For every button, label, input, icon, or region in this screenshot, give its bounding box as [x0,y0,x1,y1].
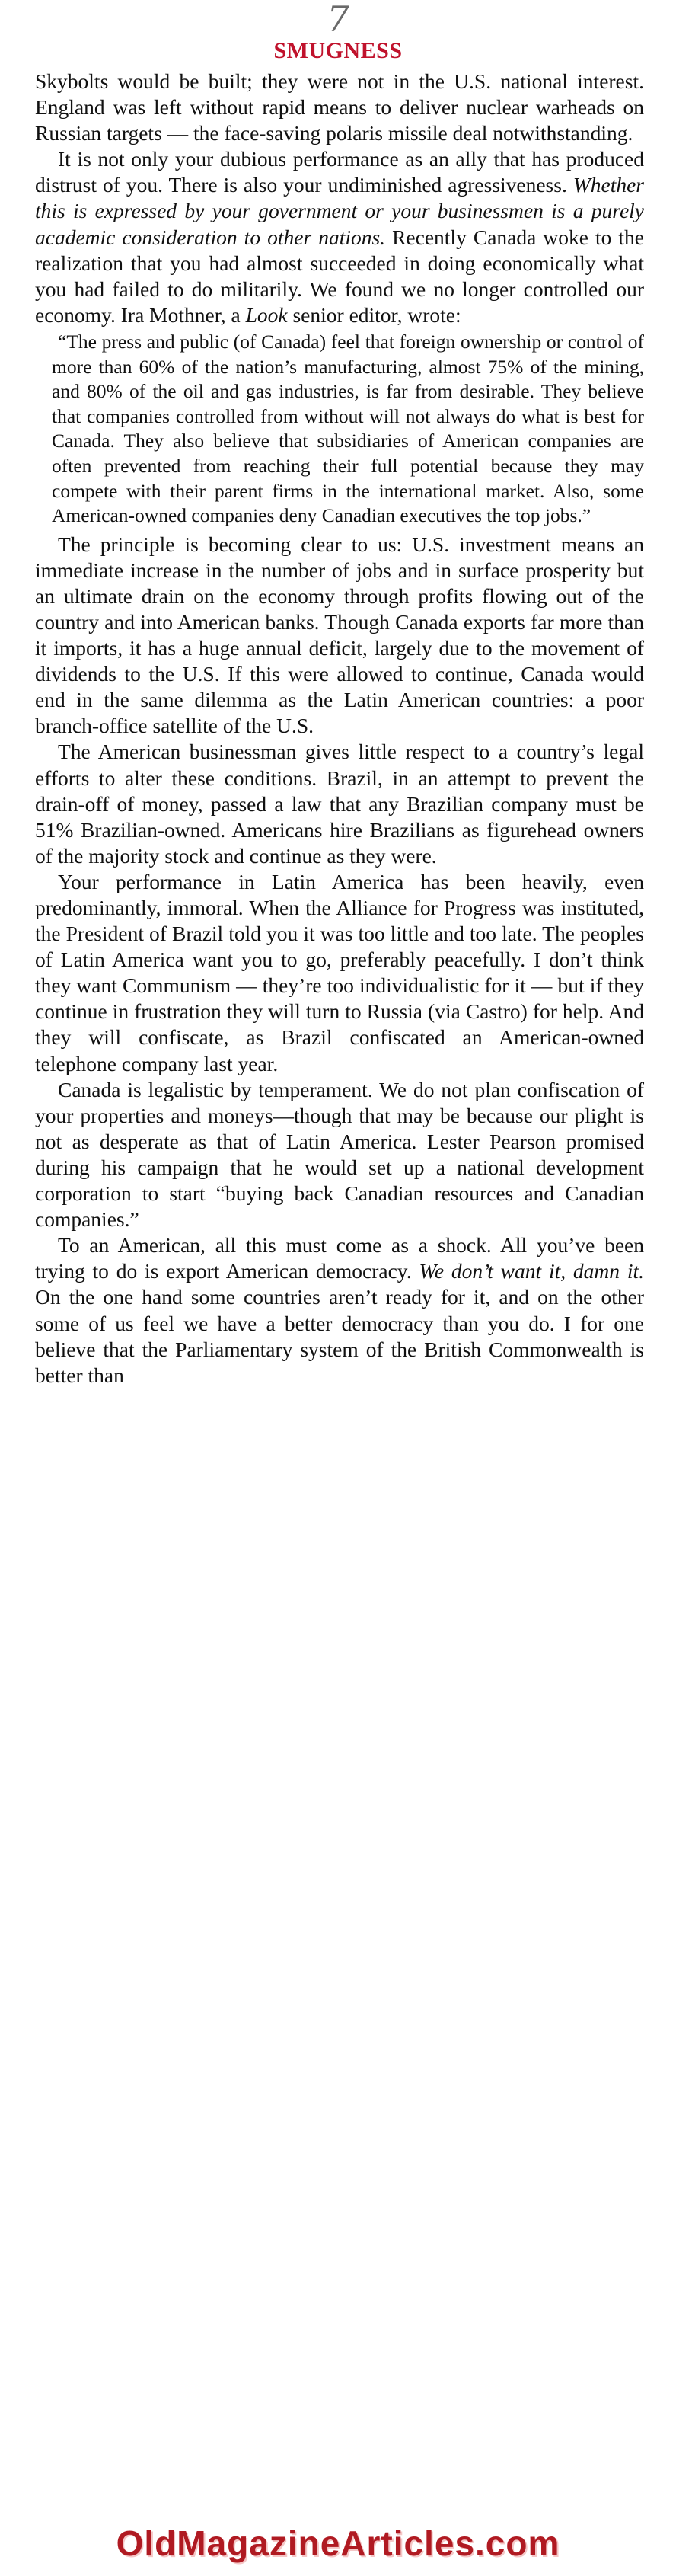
page-number: 7 [327,0,349,40]
paragraph-2-italic-a: Whether this is expressed by your government or your businessmen is a purely academic consideration to other nations. [35,173,644,249]
running-head: SMUGNESS [273,38,403,63]
paragraph-2 [35,146,644,328]
paragraph-5: Your performance in Latin America has been heavily, even predominantly, immoral. When the Alliance for Progress was instituted, the President of Brazil told you it was too little and too late. The peoples of Latin America want you to go, preferably peacefully. I don’t think they want Communism — they’re too individualistic for it — but if they continue in frustration they will turn to Russia (via Castro) for help. And they will confiscate, as Brazil confiscated an American-owned telephone company last year. [35,869,644,1075]
look-magazine-title: Look [245,302,288,327]
block-quote: “The press and public (of Canada) feel that foreign ownership or control of more than 60% of the nation’s manufacturing, almost 75% of the mining, and 80% of the oil and gas industries, is far from desirable. They believe that companies controlled from without will not always do what is best for Canada. They also believe that subsidiaries of American companies are often prevented from reaching their full potential because they may compete with their parent firms in the international market. Also, some American-owned companies deny Canadian executives the top jobs.” [52,330,644,527]
site-watermark[interactable]: OldMagazineArticles.com [116,2523,560,2563]
paragraph-1: Skybolts would be built; they were not in the U.S. national interest. England was left without rapid means to deliver nuclear warheads on Russian targets — the face-saving polaris missile deal notwithstanding. [35,69,644,145]
paragraph-2-text-b: Recently Canada woke to the realization that you had almost succeeded in doing economically what you had failed to do militarily. We found we no longer controlled our economy. Ira Mothner, a [35,225,644,327]
paragraph-3: The principle is becoming clear to us: U.S. investment means an immediate increase in the number of jobs and in surface prosperity but an ultimate drain on the economy through profits flowing out of the country and into American banks. Though Canada exports far more than it imports, it has a huge annual deficit, largely due to the movement of dividends to the U.S. If this were allowed to continue, Canada would end in the same dilemma as the Latin American countries: a poor branch-office satellite of the U.S. [35,532,644,738]
paragraph-7-italic: We don’t want it, damn it. [419,1259,644,1283]
paragraph-6: Canada is legalistic by temperament. We do not plan confiscation of your properties and moneys—though that may be because our plight is not as desperate as that of Latin America. Lester Pearson promised during his campaign that he would set up a national development corporation to start “buying back Canadian resources and Canadian companies.” [35,1077,644,1232]
paragraph-2-text-a: It is not only your dubious performance as an ally that has produced distrust of you. There is also your undiminished agressiveness. [35,147,644,197]
paragraph-7-text-a: To an American, all this must come as a shock. All you’ve been trying to do is export American democracy. [35,1233,644,1283]
paragraph-2-text-c: senior editor, wrote: [287,302,461,327]
paragraph-7-text-b: On the one hand some countries aren’t ready for it, and on the other some of us feel we have a better democracy than you do. I for one believe that the Parliamentary system of the British Commonwealth is better than [35,1285,644,1387]
paragraph-4: The American businessman gives little respect to a country’s legal efforts to alter these conditions. Brazil, in an attempt to prevent the drain-off of money, passed a law that any Brazilian company must be 51% Brazilian-owned. Americans hire Brazilians as figurehead owners of the majority stock and continue as they were. [35,740,644,868]
paragraph-7 [35,1232,644,1389]
article-body [35,69,644,1389]
